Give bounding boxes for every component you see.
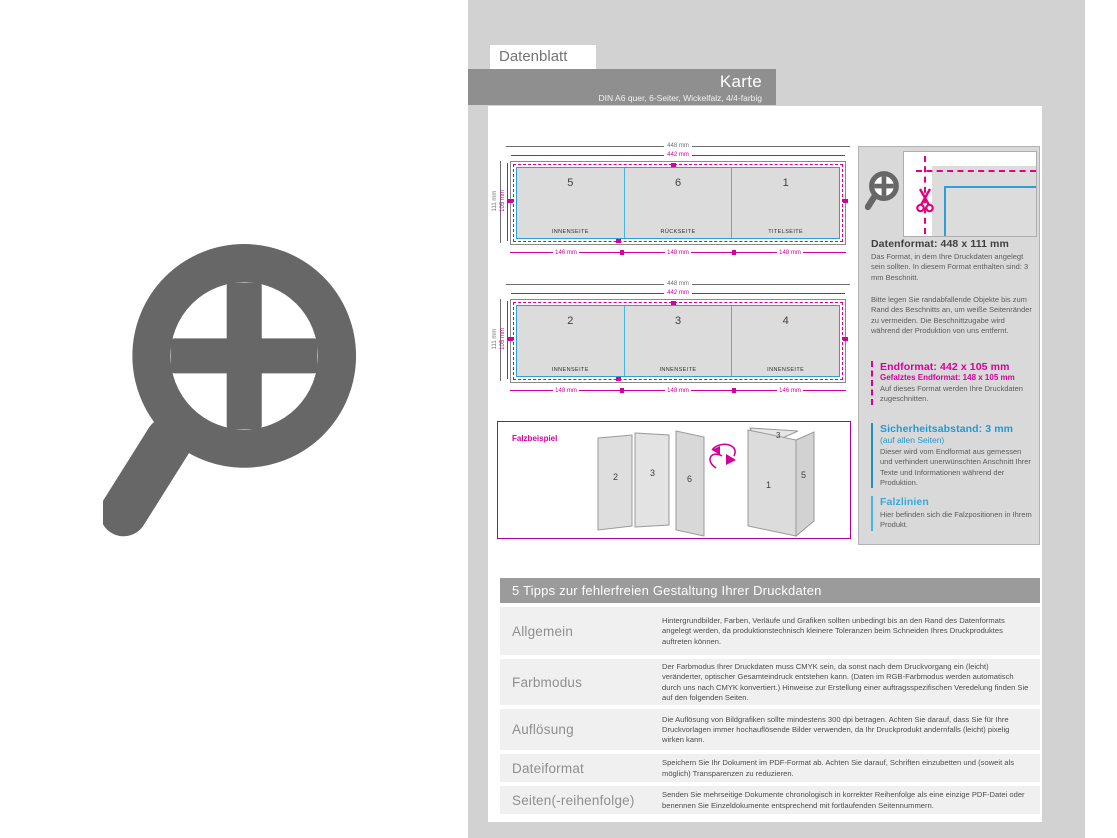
sicherheitsabstand-title: Sicherheitsabstand: 3 mm [880,423,1014,435]
tip-label: Seiten(-reihenfolge) [512,792,635,808]
tip-row-seitenreihenfolge [500,786,1040,814]
sicherheitsabstand-block [871,423,1033,488]
datenblatt-tab: Datenblatt [490,45,596,69]
endformat-subtitle: Gefalztes Endformat: 148 x 105 mm [880,373,1015,382]
page-side-label: INNENSEITE [551,367,589,373]
sicherheitsabstand-subtitle: (auf allen Seiten) [880,435,945,445]
fold-diagram-inside [494,280,852,398]
tip-row-dateiformat [500,754,1040,782]
page-number: 1 [782,177,789,189]
format-line-vertical [944,186,946,236]
bleed-area [932,166,1037,237]
fold-diagram-outside [494,142,852,260]
tip-text: Speichern Sie Ihr Dokument im PDF-Format ab. Achten Sie darauf, Schriften einzubetten und (soweit als möglich) Transparenzen zu reduzieren. [662,758,1015,778]
tip-label: Auflösung [512,722,574,737]
datenformat-title: Datenformat: 448 x 111 mm [871,238,1009,250]
fold-page-number: 2 [613,472,619,482]
magnifier-plus-icon [103,228,371,558]
dimension-endformat-width: 442 mm [511,289,845,297]
tip-text: Die Auflösung von Bildgrafiken sollte mindestens 300 dpi betragen. Achten Sie darauf, dass Sie für Ihre Druckvorlagen immer hochauflösende Bilder verwenden, da Ihr Druckprodukt andernfalls (leicht) pixelig wirken kann. [662,714,1010,745]
page-number: 2 [567,315,574,327]
dimension-datenformat-width: 448 mm [506,142,850,150]
magnifier-plus-icon-small [865,169,901,213]
page-side-label: INNENSEITE [659,367,697,373]
datenformat-rect [510,299,846,383]
tip-row-farbmodus [500,659,1040,705]
dimension-endformat-height: 105 mm [500,190,506,212]
datenformat-block [871,238,1033,336]
scissors-icon [916,188,934,214]
datenformat-rect [510,161,846,245]
fold-mark [843,199,848,203]
dimension-endformat-height: 105 mm [500,328,506,350]
tip-text: Hintergrundbilder, Farben, Verläufe und Grafiken sollten unbedingt bis an den Rand des Datenformats angelegt werden, da produktionstechnisch kleinere Toleranzen beim Schneiden Ihres Druckproduktes auftreten können. [662,616,1005,646]
panel-width-dimensions [510,248,846,257]
product-subtitle: DIN A6 quer, 6-Seiter, Wickelfalz, 4/4-farbig [598,93,762,103]
page-panel [731,306,839,376]
page-panel [517,306,624,376]
fold-page-number: 6 [687,474,693,484]
tip-text: Senden Sie mehrseitige Dokumente chronologisch in korrekter Reihenfolge als eine einzige PDF-Datei oder benennen Sie Einzeldokumente entsprechend mit fortlaufenden Seitennummern. [662,790,1025,810]
page-number: 5 [567,177,574,189]
fold-page-number: 1 [766,480,772,490]
product-title: Karte [719,72,762,91]
tip-label: Dateiformat [512,760,584,776]
bleed-rect [513,302,843,380]
fold-mark [843,337,848,341]
page-panel [517,168,624,238]
dimension-datenformat-height: 111 mm [492,328,498,350]
page-number: 6 [674,177,682,189]
panel-width: 148 mm [622,248,734,257]
datenformat-paragraph: Das Format, in dem Ihre Druckdaten angelegt sein sollten. In diesem Format enthalten sind: 3 mm Beschnitt. [871,252,1029,282]
sicherheitsabstand-paragraph: Dieser wird vom Endformat aus gemessen und verhindert unerwünschten Anschnitt Ihrer Texte und Informationen während der Produktion. [880,447,1031,488]
bleed-rect [513,164,843,242]
panel-width: 148 mm [734,248,846,257]
endformat-rect [516,305,840,377]
dimension-datenformat-width: 448 mm [506,280,850,288]
fold-page-number: 5 [801,470,807,480]
endformat-paragraph: Auf dieses Format werden Ihre Druckdaten zugeschnitten. [880,384,1023,404]
tip-row-allgemein [500,607,1040,655]
panel-width: 146 mm [510,248,622,257]
falzlinien-paragraph: Hier befinden sich die Falzpositionen in Ihrem Produkt. [880,510,1032,530]
bleed-corner-illustration [903,151,1037,237]
panel-width: 148 mm [622,386,734,395]
endformat-rect [516,167,840,239]
falzlinien-title: Falzlinien [880,496,929,508]
tip-label: Farbmodus [512,674,583,690]
page-side-label: RÜCKSEITE [660,229,696,235]
page-panel [624,306,732,376]
falzbeispiel-label: Falzbeispiel [512,434,558,443]
tip-text: Der Farbmodus Ihrer Druckdaten muss CMYK sein, da sonst nach dem Druckvorgang ein (leicht) veränderter, optischer Gesamteindruck entstehen kann. (Daten im RGB-Farbmodus werden automatisch durch uns nach CMYK konvertiert.) Hinweise zur Erstellung einer auftragsspezifischen Veredelung finden Sie auf den folgenden Seiten. [662,662,1029,702]
falzlinien-block [871,496,1033,531]
dimension-datenformat-height: 111 mm [492,190,498,212]
page-side-label: INNENSEITE [767,367,805,373]
endformat-block [871,361,1033,405]
page-panel [624,168,732,238]
panel-width: 146 mm [734,386,846,395]
tips-header: 5 Tipps zur fehlerfreien Gestaltung Ihrer Druckdaten [500,578,1040,603]
datenformat-paragraph: Bitte legen Sie randabfallende Objekte bis zum Rand des Beschnitts an, um weiße Seitenränder zu vermeiden. Die Beschnittzugabe wird während der Produktion von uns entfernt. [871,295,1032,336]
page-number: 4 [782,315,789,327]
page-panel [731,168,839,238]
format-line-horizontal [944,186,1036,188]
page-number: 3 [674,315,682,327]
fold-mark [616,239,621,243]
bleed-line-horizontal [916,170,1036,172]
panel-width-dimensions [510,386,846,395]
header-bar [468,69,776,105]
panel-width: 148 mm [510,386,622,395]
page-side-label: INNENSEITE [551,229,589,235]
page-side-label: TITELSEITE [768,229,804,235]
fold-mark [616,377,621,381]
tip-row-aufloesung [500,709,1040,750]
dimension-endformat-width: 442 mm [511,151,845,159]
fold-page-number: 3 [776,431,781,440]
info-sidebar [858,146,1040,545]
falzbeispiel-box [497,421,851,539]
tip-label: Allgemein [512,623,574,639]
fold-page-number: 3 [650,468,656,478]
endformat-title: Endformat: 442 x 105 mm [880,361,1010,373]
